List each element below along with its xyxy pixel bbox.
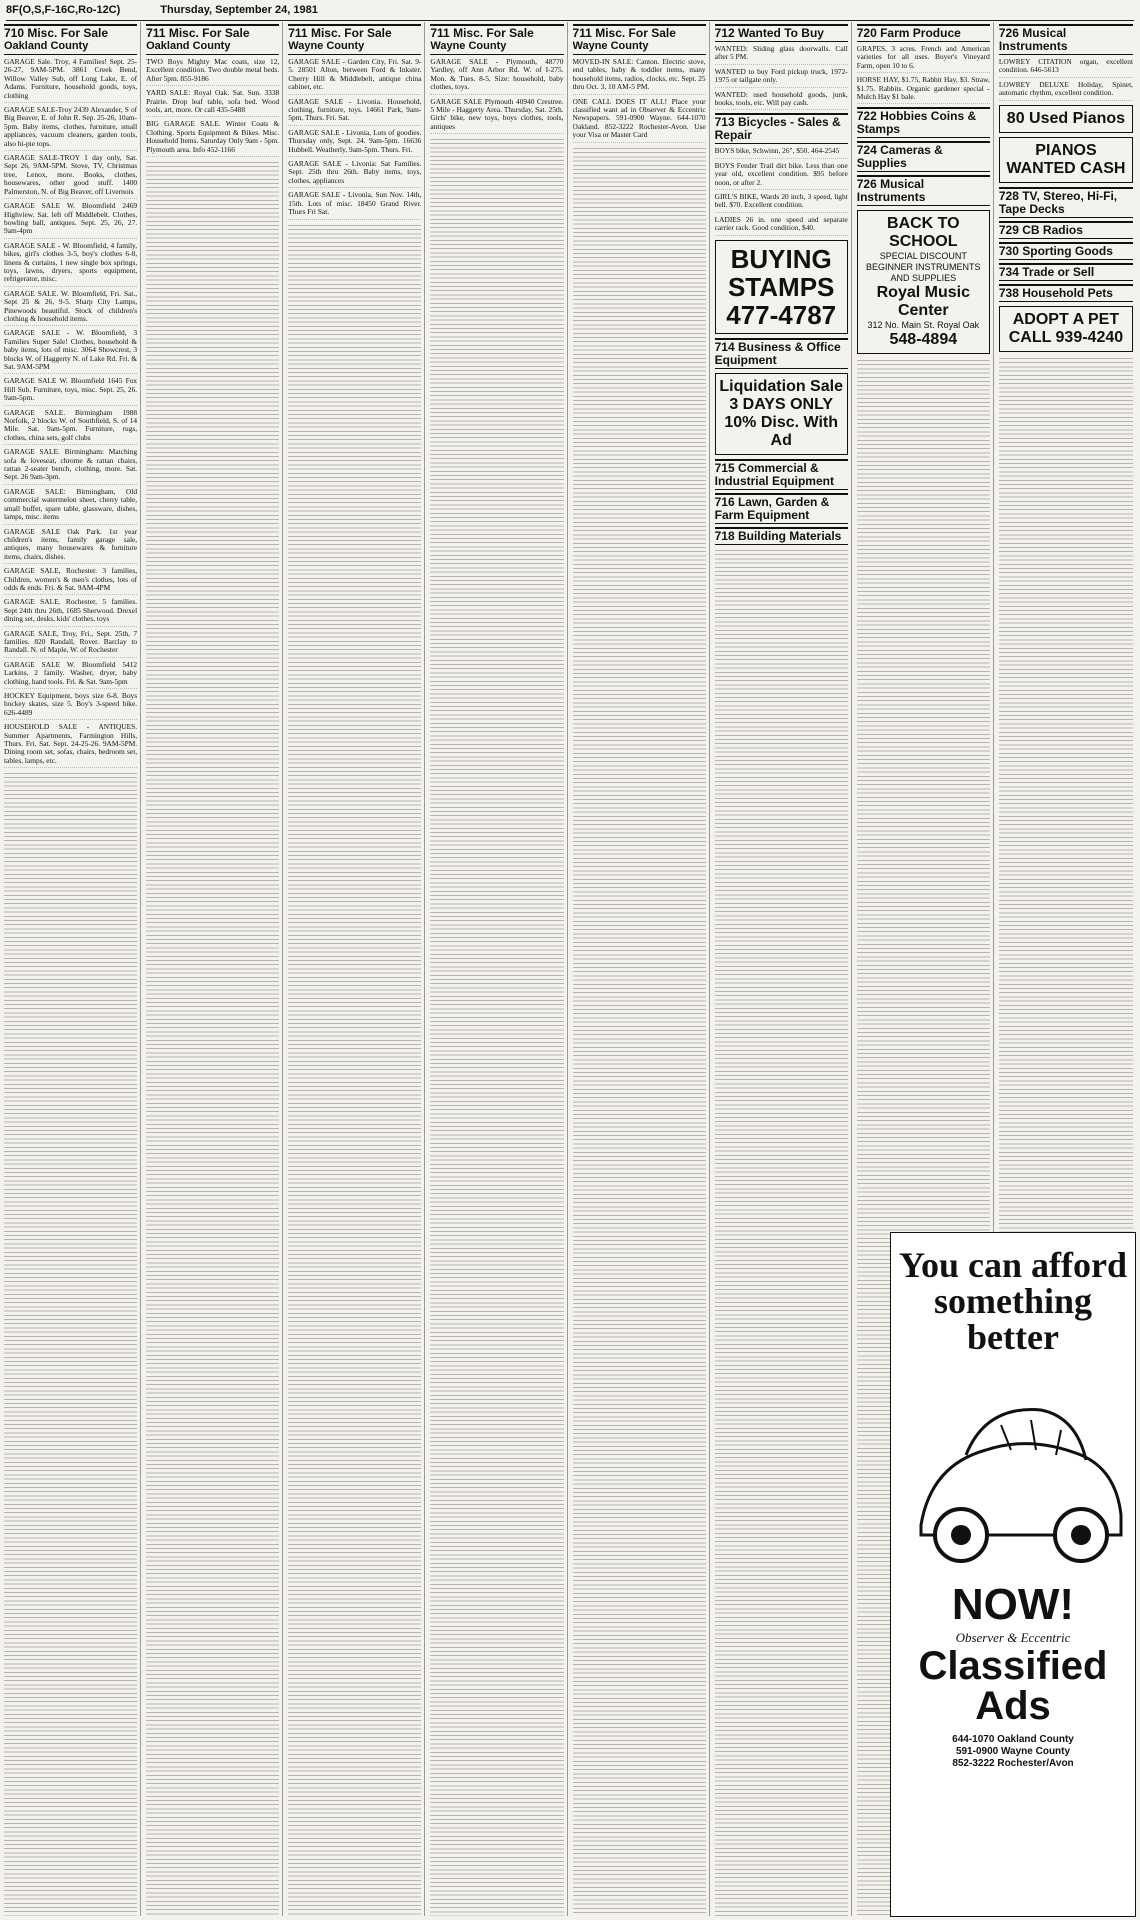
classified-ad: HORSE HAY, $1.75, Rabbit Hay, $3. Straw, $1.75. Rabbits. Organic gardener special - Mulch Hay $1 bale. — [857, 76, 990, 104]
stamps-display-ad — [715, 240, 848, 334]
classified-ad: WANTED: used household goods, junk, books, tools, etc. Will pay cash. — [715, 91, 848, 111]
car-illustration-icon — [891, 1355, 1135, 1575]
section-header: 726 Musical Instruments — [857, 175, 990, 206]
classified-ad: BIG GARAGE SALE. Winter Coats & Clothing. Sports Equipment & Bikes. Misc. Household Items. Saturday Only 9am - 5pm. Plymouth area. Info 452-1166 — [146, 120, 279, 157]
stamps-headline: BUYING STAMPS — [727, 243, 835, 302]
promo-classified-ads: Classified Ads — [918, 1644, 1108, 1728]
column-6 — [715, 22, 852, 1916]
section-header: 714 Business & Office Equipment — [715, 338, 848, 369]
music-headline: BACK TO SCHOOL — [887, 215, 960, 251]
section-header: 711 Misc. For Sale Wayne County — [430, 24, 563, 55]
music-display-ad — [857, 210, 990, 354]
column-3 — [288, 22, 425, 1916]
classified-ad: GARAGE SALE-Troy 2439 Alexander, S of Big Beaver, E. of John R. Sep. 25-26, 10am-5pm. Baby items, clothes, furniture, small appliances, vacuum cleaners, garden tools, also hi-pie tops. — [4, 106, 137, 151]
section-header: 726 Musical Instruments — [999, 24, 1133, 55]
ad-list — [573, 58, 706, 143]
classified-ad: YARD SALE: Royal Oak. Sat. Sun. 3338 Prairie. Drop leaf table, sofa bed. Wood tools, art, more. Or call 435-5488 — [146, 89, 279, 117]
classified-ad: GARAGE SALE, Troy, Fri., Sept. 25th, 7 families. 820 Randall, Rover. Barclay to Randall. N. of Maple, W. of Rochester — [4, 630, 137, 658]
phone-oakland: 644-1070 Oakland County — [952, 1734, 1074, 1745]
classified-ad: BOYS bike, Schwinn, 26", $50. 464-2545 — [715, 147, 848, 158]
ad-list — [999, 58, 1133, 101]
classified-ad: GARAGE SALE W. Bloomfield 1645 Fox Hill Sub. Furniture, toys, misc. Sept. 25, 26. 9am-5pm. — [4, 377, 137, 405]
classified-ad: GARAGE SALE - W. Bloomfield, 4 family, bikes, girl's clothes 3-5, boy's clothes 6-8, linens & curtains, 1 new single box springs, toys, lawns, dryers, sports equipment, refrigerator, misc. — [4, 242, 137, 287]
classified-ad: GARAGE SALE W. Bloomfield 5412 Larkins, 2 family. Washer, dryer, baby clothing, hand tools. Fri. & Sat. 9am-5pm — [4, 661, 137, 689]
additional-ads — [430, 137, 563, 1916]
pianos-wanted-ad: PIANOS WANTED CASH — [999, 137, 1133, 183]
classified-ad: LADIES 26 in. one speed and separate carrier rack. Good condition, $40. — [715, 216, 848, 236]
section-header: 711 Misc. For Sale Wayne County — [288, 24, 421, 55]
classified-ad: GARAGE SALE - W. Bloomfield, 3 Families Super Sale! Clothes, household & baby items, lots of misc. 3064 Showcrest, 3 blocks W. of Haggerty N. of Lake Rd. Fri. & Sat. 9AM-5PM — [4, 329, 137, 374]
stamps-phone: 477-4787 — [726, 299, 837, 330]
music-line: BEGINNER INSTRUMENTS AND SUPPLIES — [866, 262, 981, 284]
classified-ad: GARAGE SALE - Livonia: Sat Families. Sept. 25th thru 26th. Baby items, toys, clothes, appliances — [288, 160, 421, 188]
ad-list — [430, 58, 563, 134]
classified-ad: LOWREY CITATION organ, excellent condition. 646-5613 — [999, 58, 1133, 78]
classified-ad: GRAPES, 3 acres. French and American varieties for all uses. Buyer's Vineyard Farm, open 10 to 6. — [857, 45, 990, 73]
classified-ad: GARAGE SALE. W. Bloomfield, Fri. Sat., Sept 25 & 26, 9-5. Sharp City Lamps, Pinewoods beautiful. Stock of children's clothing & household items. — [4, 290, 137, 327]
section-header: 718 Building Materials — [715, 527, 848, 545]
adopt-pet-ad: ADOPT A PET CALL 939-4240 — [999, 306, 1133, 352]
phone-wayne: 591-0900 Wayne County — [955, 1746, 1071, 1757]
classified-ad: GARAGE SALE Oak Park. 1st year children's items, family garage sale, antiques, many housewares & furniture items, chairs, dishes. — [4, 528, 137, 565]
section-header: 713 Bicycles - Sales & Repair — [715, 113, 848, 144]
liquidation-display-ad — [715, 373, 848, 455]
section-header: 710 Misc. For Sale Oakland County — [4, 24, 137, 55]
classified-ad: WANTED: Sliding glass doorwalls. Call after 5 PM. — [715, 45, 848, 65]
ad-list — [288, 58, 421, 220]
classified-ad: GARAGE SALE - Livonia. Household, clothing, furniture, toys. 14661 Park, 9am-5pm, Thurs. Fri. Sat. — [288, 98, 421, 126]
classified-ad: GARAGE SALE, Rochester. 3 families, Children, women's & men's clothes, lots of odds & ends. Fri. & Sat. 9AM-4PM — [4, 567, 137, 595]
classified-ad: ONE CALL DOES IT ALL! Place your classified want ad in Observer & Eccentric Newspapers. 591-0900 Wayne. 644-1070 Oakland. 852-3222 Rochester-Avon. Use your Visa or Master Card — [573, 98, 706, 143]
classified-ad: GARAGE SALE. Birmingham: Matching sofa & loveseat, chrome & rattan chairs, rattan 2-seater bench, clothing, more. Sat. Sept. 26 9am-3pm. — [4, 448, 137, 485]
classified-ad: GARAGE SALE-TROY 1 day only, Sat. Sept 26, 9AM-5PM. Stove, TV, Christmas tree, Lenox, more. Books, clothes, housewares, other good stuff. 1400 Palmerston, N. of Big Beaver, off Livernois — [4, 154, 137, 199]
promo-tagline: You can afford something better — [898, 1245, 1127, 1357]
classified-ad: GARAGE SALE Plymouth 40940 Crestree. 5 Mile - Haggerty Area. Thursday, Sat. 25th. Girls' bike, new toys, boys clothes, tools, antiques — [430, 98, 563, 135]
section-header: 734 Trade or Sell — [999, 263, 1133, 281]
column-1 — [4, 22, 141, 1916]
classified-ad: HOCKEY Equipment, boys size 6-8. Boys hockey skates, size 5. Boy's 3-speed bike. 626-4489 — [4, 692, 137, 720]
classified-promo-ad — [890, 1232, 1136, 1917]
section-header: 738 Household Pets — [999, 284, 1133, 302]
ad-list — [857, 45, 990, 104]
used-pianos-ad: 80 Used Pianos — [999, 105, 1133, 133]
section-header: 711 Misc. For Sale Wayne County — [573, 24, 706, 55]
liquidation-headline: Liquidation Sale 3 DAYS ONLY — [719, 377, 843, 413]
classified-ad: WANTED to buy Ford pickup truck, 1972-1975 or tailgate only. — [715, 68, 848, 88]
classified-ad: GARAGE SALE: Birmingham, Old commercial watermelon sheet, cherry table, small buffet, spare table, glassware, dishes, lamps, misc. items — [4, 488, 137, 525]
additional-ads — [715, 548, 848, 1916]
section-header: 720 Farm Produce — [857, 24, 990, 42]
music-subtitle: SPECIAL DISCOUNT — [879, 251, 967, 262]
section-header: 715 Commercial & Industrial Equipment — [715, 459, 848, 490]
classified-ad: GARAGE SALE. Rochester, 5 families. Sept 24th thru 26th, 1685 Sherwood. Drexel dining set, desks, kids' clothes, toys — [4, 598, 137, 626]
section-header: 728 TV, Stereo, Hi-Fi, Tape Decks — [999, 187, 1133, 218]
classified-ad: GARAGE SALE. Birmingham 1988 Norfolk, 2 blocks W. of Southfield, S. of 14 Mile. Sat. 9am-5pm. Furniture, rugs, clothes, china sets, golf clubs — [4, 409, 137, 446]
section-header: 730 Sporting Goods — [999, 242, 1133, 260]
liquidation-discount: 10% Disc. With Ad — [724, 413, 839, 449]
classified-ad: GARAGE Sale. Troy, 4 Families! Sept. 25-26-27, 9AM-5PM. 3861 Creek Bend, Willow Valley Sub, off Long Lake, E. of Adams. Furniture, household goods, toys, clothing — [4, 58, 137, 103]
classified-ad: TWO Boys Mighty Mac coats, size 12, Excellent condition. Two double metal beds. After 5pm. 855-9186 — [146, 58, 279, 86]
classified-ad: HOUSEHOLD SALE - ANTIQUES. Summer Apartments, Farmington Hills, Thurs. Fri. Sat. Sept. 24-25-26. 9AM-5PM. Dining room set, sofas, chairs, bedroom set, tables, lamps, etc. — [4, 723, 137, 768]
classified-ad: BOYS Fender Trail dirt bike. Less than one year old, excellent condition. $95 before noon, or after 2. — [715, 162, 848, 190]
issue-date: Thursday, September 24, 1981 — [160, 4, 318, 16]
classified-ad: GARAGE SALE - Garden City, Fri. Sat. 9-5. 28501 Alton, between Ford & Inkster. Cherry Hill & Middlebelt, antique china cabinet, etc. — [288, 58, 421, 95]
section-header: 711 Misc. For Sale Oakland County — [146, 24, 279, 55]
ad-list — [4, 58, 137, 768]
page-folio — [6, 4, 1134, 21]
classified-ad: GARAGE SALE W. Bloomfield 2469 Highview. Sat. left off Middlebelt. Clothes, bowling ball, antiques. Sept. 25, 26, 27. 9am-4pm — [4, 202, 137, 239]
music-address: 312 No. Main St. Royal Oak — [867, 320, 980, 331]
classified-ad: GARAGE SALE - Plymouth, 48770 Yardley, off Ann Arbor Rd. W. of I-275. Mon. & Tues. 8-5. Size: household, baby clothes, toys. — [430, 58, 563, 95]
promo-now: NOW! — [951, 1580, 1075, 1629]
classified-ad: LOWREY DELUXE Holiday, Spinet, automatic rhythm, excellent condition. — [999, 81, 1133, 101]
promo-brand: Observer & Eccentric — [955, 1630, 1071, 1645]
classified-ad: MOVED-IN SALE: Canton. Electric stove, end tables, baby & toddler items, many household items, radios, clocks, etc. Sept. 25 thru Oct. 3, 10 AM-5 PM. — [573, 58, 706, 95]
section-header: 712 Wanted To Buy — [715, 24, 848, 42]
additional-ads — [4, 771, 137, 1916]
ad-list — [715, 147, 848, 235]
ad-list — [146, 58, 279, 157]
column-4 — [430, 22, 567, 1916]
column-5 — [573, 22, 710, 1916]
section-header: 716 Lawn, Garden & Farm Equipment — [715, 493, 848, 524]
music-phone: 548-4894 — [889, 331, 958, 349]
classified-ad: GARAGE SALE - Livonia, Lots of goodies. Thursday only, Sept. 24. 9am-5pm. 16636 Hubbell. Weatherly, 9am-5pm. Thurs. Fri. — [288, 129, 421, 157]
classified-ad: GARAGE SALE - Livonia, Sun Nov. 14th, 15th. Lots of misc. 18450 Grand River. Thurs Fri Sat. — [288, 191, 421, 219]
section-header: 724 Cameras & Supplies — [857, 141, 990, 172]
additional-ads — [146, 160, 279, 1916]
additional-ads — [288, 223, 421, 1917]
ad-list — [715, 45, 848, 110]
section-header: 722 Hobbies Coins & Stamps — [857, 107, 990, 138]
music-store: Royal Music Center — [876, 284, 970, 320]
phone-rochester: 852-3222 Rochester/Avon — [952, 1758, 1074, 1769]
additional-ads — [573, 146, 706, 1916]
classified-ad: GIRL'S BIKE, Wards 20 inch, 3 speed, light bell. $70. Excellent condition. — [715, 193, 848, 213]
edition-code: 8F(O,S,F-16C,Ro-12C) — [6, 4, 121, 16]
column-2 — [146, 22, 283, 1916]
section-header: 729 CB Radios — [999, 221, 1133, 239]
